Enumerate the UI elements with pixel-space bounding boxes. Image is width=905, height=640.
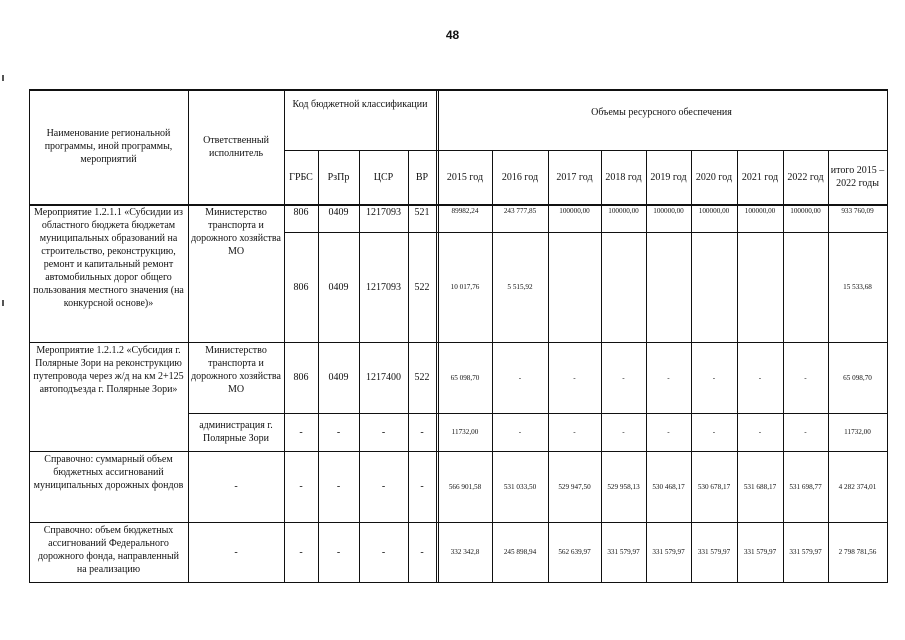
budget-code-cell: - xyxy=(381,426,386,438)
header-code-col: РзПр xyxy=(327,171,350,183)
amount-cell: 243 777,85 xyxy=(503,207,537,215)
reference-1-executor: - xyxy=(234,481,238,492)
budget-code-cell: - xyxy=(381,546,386,558)
header-code-col: ЦСР xyxy=(373,171,394,183)
reference-2-name: Справочно: объем бюджетных ассигнований Федерального дорожного фонда, направленный на реализацию xyxy=(37,525,180,575)
amount-cell: 331 579,97 xyxy=(697,548,731,556)
amount-cell: 2 798 781,56 xyxy=(838,548,877,556)
amount-cell: - xyxy=(712,428,716,436)
amount-cell: 15 533,68 xyxy=(843,283,872,291)
amount-cell: 332 342,8 xyxy=(450,548,480,556)
header-year: итого 2015 – 2022 годы xyxy=(830,165,885,189)
budget-code-cell: - xyxy=(336,481,341,492)
budget-code-cell: 521 xyxy=(414,207,430,218)
table-hline xyxy=(29,582,888,583)
amount-cell: - xyxy=(573,428,576,436)
amount-cell: 933 760,09 xyxy=(841,207,874,215)
amount-cell: - xyxy=(758,373,762,382)
measure-2-name: Мероприятие 1.2.1.2 «Субсидия г. Полярные Зори на реконструкцию путепровода через ж/д на км 2+125 автоподъезда г. Полярные Зори» xyxy=(33,345,184,395)
budget-code-cell: 0409 xyxy=(328,281,349,293)
amount-cell: 531 698,77 xyxy=(789,482,822,491)
amount-cell: 530 678,17 xyxy=(697,482,731,491)
reference-2-executor: - xyxy=(234,546,238,558)
budget-code-cell: - xyxy=(420,426,424,438)
amount-cell: 245 898,94 xyxy=(503,548,537,556)
table-vline xyxy=(436,89,437,583)
budget-code-cell: 806 xyxy=(293,281,309,293)
amount-cell: 100000,00 xyxy=(744,207,776,215)
amount-cell: - xyxy=(804,373,807,382)
amount-cell: 100000,00 xyxy=(653,207,684,215)
amount-cell: 530 468,17 xyxy=(652,482,685,491)
amount-cell: - xyxy=(622,373,625,382)
header-year: 2021 год xyxy=(741,171,779,183)
amount-cell: 331 579,97 xyxy=(607,548,640,556)
page-number: 48 xyxy=(445,28,460,42)
header-code-col: ВР xyxy=(415,171,429,183)
reference-1-name: Справочно: суммарный объем бюджетных ассигнований муниципальных дорожных фондов xyxy=(33,454,184,491)
scan-mark xyxy=(2,300,4,306)
budget-code-cell: - xyxy=(299,481,303,492)
amount-cell: - xyxy=(622,428,625,436)
budget-code-cell: 1217093 xyxy=(366,207,401,218)
amount-cell: 11732,00 xyxy=(844,428,871,436)
amount-cell: 331 579,97 xyxy=(652,548,685,556)
amount-cell: 100000,00 xyxy=(698,207,730,215)
budget-code-cell: 522 xyxy=(414,372,430,383)
budget-code-cell: 0409 xyxy=(328,372,349,383)
scan-mark xyxy=(2,75,4,81)
header-executor: Ответственный исполнитель xyxy=(203,134,269,159)
header-code: Код бюджетной классификации xyxy=(292,99,428,110)
amount-cell: 89982,24 xyxy=(451,207,479,215)
measure-1-executor: Министерство транспорта и дорожного хозяйства МО xyxy=(191,207,281,257)
header-year: 2020 год xyxy=(695,171,733,183)
budget-code-cell: - xyxy=(299,426,303,438)
budget-code-cell: 806 xyxy=(293,207,309,218)
amount-cell: 11732,00 xyxy=(451,428,479,436)
amount-cell: 65 098,70 xyxy=(843,373,872,382)
budget-code-cell: 1217093 xyxy=(366,281,401,293)
budget-code-cell: 0409 xyxy=(328,207,349,218)
amount-cell: - xyxy=(518,373,522,382)
budget-code-cell: - xyxy=(420,546,424,558)
header-year: 2019 год xyxy=(650,171,687,183)
amount-cell: 331 579,97 xyxy=(743,548,777,556)
amount-cell: 100000,00 xyxy=(790,207,821,215)
amount-cell: 100000,00 xyxy=(608,207,639,215)
amount-cell: 4 282 374,01 xyxy=(838,482,877,491)
amount-cell: 566 901,58 xyxy=(448,482,482,491)
amount-cell: 331 579,97 xyxy=(789,548,822,556)
budget-code-cell: - xyxy=(381,481,386,492)
header-code-col: ГРБС xyxy=(289,171,313,183)
amount-cell: 531 033,50 xyxy=(503,482,537,491)
measure-1-name: Мероприятие 1.2.1.1 «Субсидии из областного бюджета бюджетам муниципальных образований на строительство, реконструкцию, ремонт и капитальный ремонт автомобильных дорог общего пользования местного значения (на конкурсной основе)» xyxy=(33,207,184,309)
amount-cell: 529 958,13 xyxy=(607,482,640,491)
header-name: Наименование региональной программы, иной программы, мероприятий xyxy=(44,128,173,165)
amount-cell: 531 688,17 xyxy=(743,482,777,491)
header-year: 2017 год xyxy=(556,171,593,183)
amount-cell: - xyxy=(667,373,670,382)
header-year: 2016 год xyxy=(501,171,539,183)
header-year: 2018 год xyxy=(605,171,642,183)
amount-cell: - xyxy=(758,428,762,436)
amount-cell: 100000,00 xyxy=(559,207,590,215)
table-vline xyxy=(188,89,189,583)
header-year: 2015 год xyxy=(446,171,484,183)
measure-2-executor-b: администрация г. Полярные Зори xyxy=(199,420,273,444)
measure-2-executor: Министерство транспорта и дорожного хозяйства МО xyxy=(191,345,281,395)
amount-cell: - xyxy=(712,373,716,382)
budget-code-cell: 522 xyxy=(414,281,430,293)
amount-cell: - xyxy=(804,428,807,436)
amount-cell: - xyxy=(518,428,522,436)
amount-cell: 5 515,92 xyxy=(507,283,533,291)
amount-cell: 562 639,97 xyxy=(558,548,591,556)
budget-code-cell: 1217400 xyxy=(366,372,401,383)
header-volumes: Объемы ресурсного обеспечения xyxy=(591,107,732,118)
amount-cell: - xyxy=(573,373,576,382)
amount-cell: 529 947,50 xyxy=(558,482,591,491)
table-vline xyxy=(29,89,30,583)
budget-code-cell: 806 xyxy=(293,372,309,383)
amount-cell: 65 098,70 xyxy=(450,373,480,382)
amount-cell: 10 017,76 xyxy=(450,283,480,291)
budget-code-cell: - xyxy=(420,481,424,492)
budget-code-cell: - xyxy=(299,546,303,558)
table-vline xyxy=(887,89,888,583)
budget-code-cell: - xyxy=(336,546,341,558)
amount-cell: - xyxy=(667,428,670,436)
header-year: 2022 год xyxy=(787,171,824,183)
budget-code-cell: - xyxy=(336,426,341,438)
